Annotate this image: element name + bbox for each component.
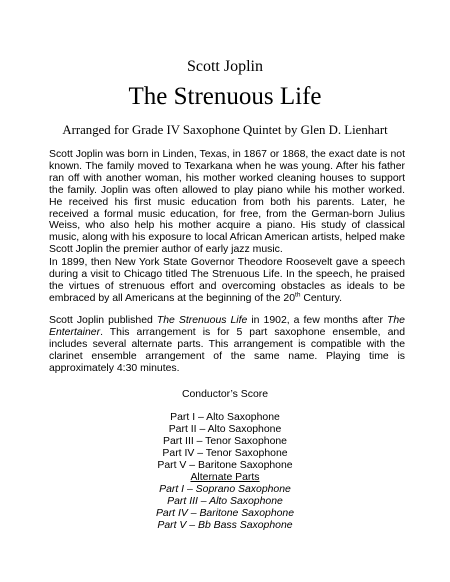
history-text: In 1899, then New York State Governor Theodore Roosevelt gave a speech during a visit to Chicago titled The Strenuous Life. In the speech, he praised the virtues of strenuous effort and overcoming obstacles as ideals to be embraced by all Americans at the beginning of the 20 [49, 257, 405, 304]
part-item: Part V – Baritone Saxophone [157, 459, 293, 471]
history-paragraph [49, 257, 405, 305]
work-title-strenuous-life: The Strenuous Life [156, 315, 248, 326]
alternate-parts-list [0, 484, 450, 532]
alternate-part-item: Part III – Alto Saxophone [167, 495, 283, 507]
arrangement-text-c: . This arrangement is for 5 part saxophone ensemble, and includes several alternate parts. This arrangement is compatible with the clarinet ensemble arrangement of the same name. Playing time is approximately 4:30 minutes. [49, 326, 405, 374]
conductor-score-label: Conductor’s Score [181, 389, 269, 400]
part-item: Part IV – Tenor Saxophone [162, 447, 288, 459]
arrangement-text-a: Scott Joplin published [49, 315, 157, 326]
part-item: Part III – Tenor Saxophone [163, 435, 287, 447]
history-text-end: Century. [300, 292, 343, 304]
piece-title: The Strenuous Life [128, 83, 322, 110]
arrangement-subtitle: Arranged for Grade IV Saxophone Quintet by Glen D. Lienhart [62, 123, 388, 137]
arrangement-text-b: in 1902, a few months after [247, 315, 387, 326]
part-item: Part II – Alto Saxophone [168, 423, 282, 435]
composer-name: Scott Joplin [186, 58, 263, 75]
alternate-parts-heading: Alternate Parts [190, 472, 260, 483]
alternate-part-item: Part I – Soprano Saxophone [159, 484, 291, 495]
arrangement-paragraph [49, 315, 405, 375]
alternate-part-item: Part V – Bb Bass Saxophone [157, 519, 293, 531]
part-item: Part I – Alto Saxophone [170, 412, 280, 423]
ordinal-superscript: th [295, 291, 301, 299]
biography-paragraph: Scott Joplin was born in Linden, Texas, in 1867 or 1868, the exact date is not known. The family moved to Texarkana when he was young. After his father ran off with another woman, his mother worked cleaning houses to support the family. Joplin was often allowed to play piano while his mother worked. He received his first music education from both his parents. Later, he received a formal music education, for free, from the German-born Julius Weiss, who also help his mother acquire a piano. His study of classical music, along with his exposure to local African American artists, helped make Scott Joplin the premier author of early jazz music. [49, 149, 405, 256]
work-title-entertainer: The Entertainer [49, 315, 405, 338]
parts-list [0, 412, 450, 472]
alternate-part-item: Part IV – Baritone Saxophone [155, 507, 295, 519]
